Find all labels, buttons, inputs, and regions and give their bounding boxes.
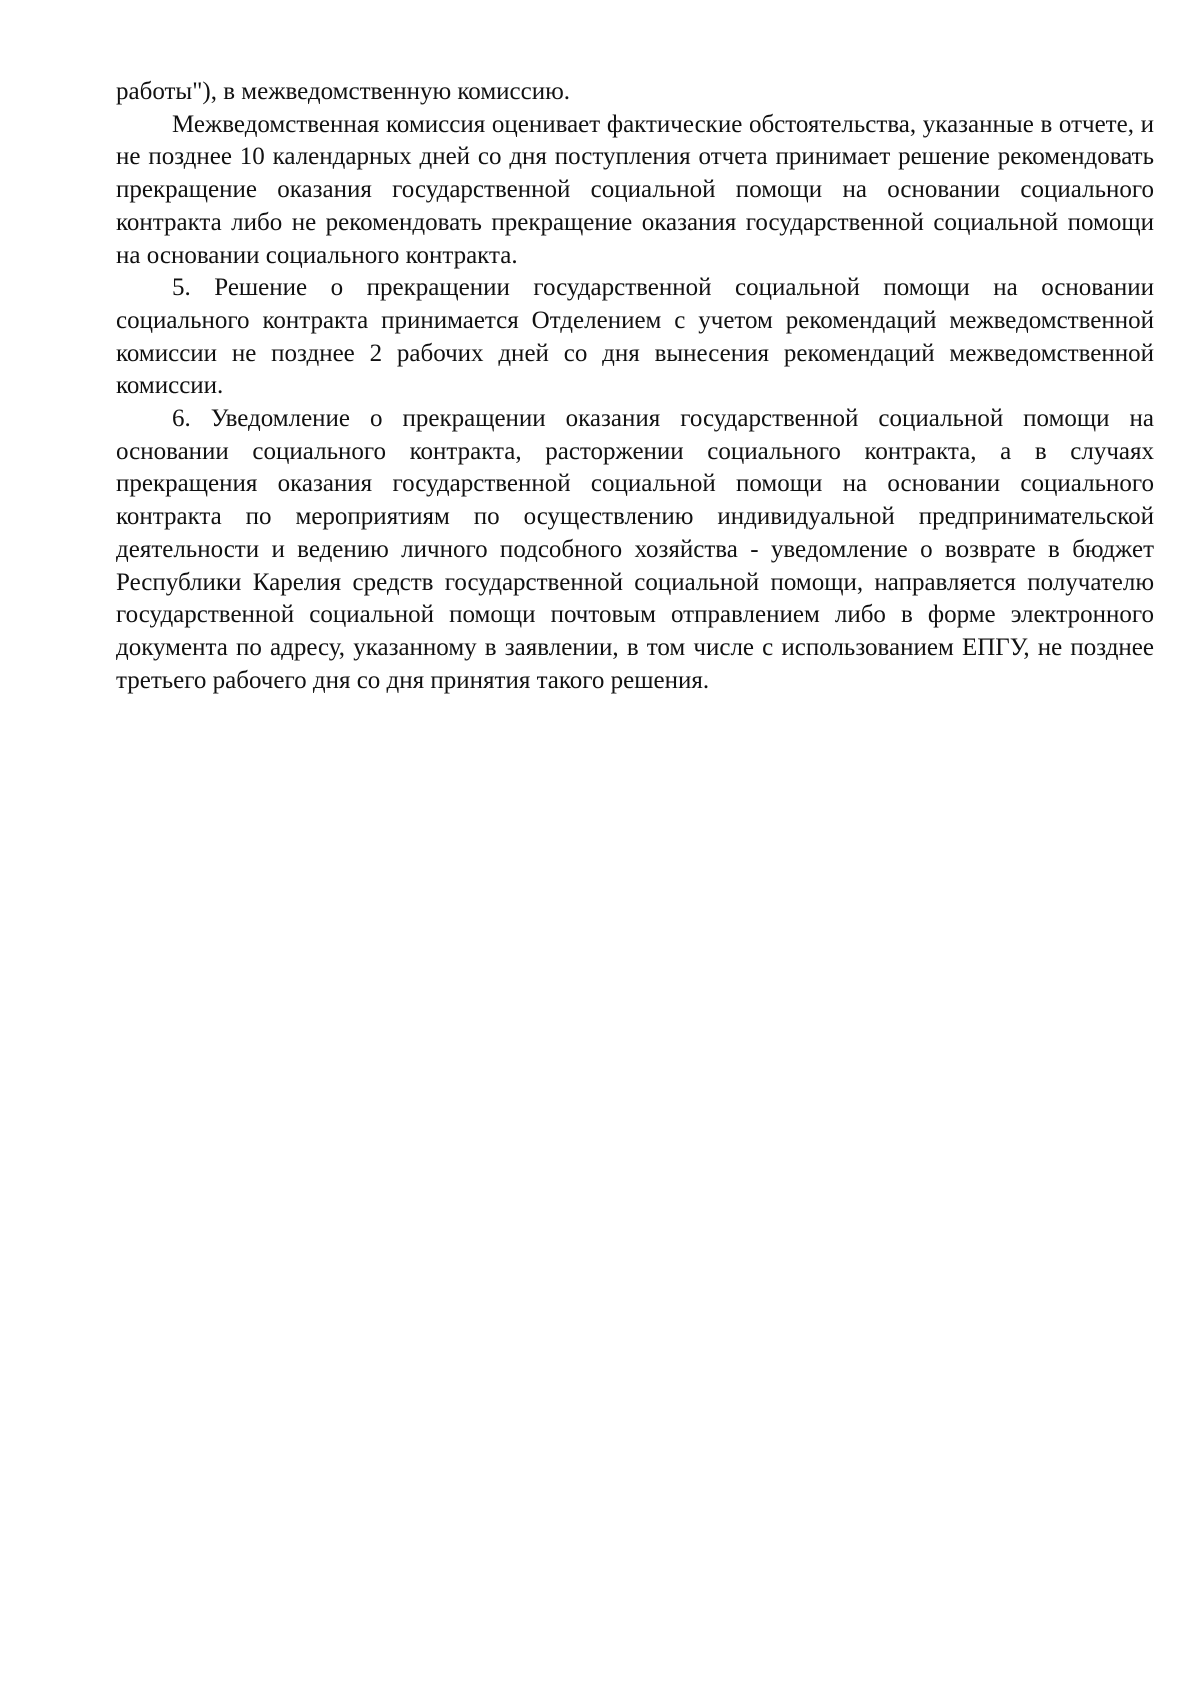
paragraph-item-5: 5. Решение о прекращении государственной социальной помощи на основании социального контракта принимается Отделением с учетом рекомендаций межведомственной комиссии не позднее 2 рабочих дней со дня вынесения рекомендаций межведомственной комиссии. [116, 274, 1154, 400]
paragraph-item-6: 6. Уведомление о прекращении оказания государственной социальной помощи на основании социального контракта, расторжении социального контракта, а в случаях прекращения оказания государственной социальной помощи на основании социального контракта по мероприятиям по осуществлению индивидуальной предпринимательской деятельности и ведению личного подсобного хозяйства - уведомление о возврате в бюджет Республики Карелия средств государственной социальной помощи, направляется получателю государственной социальной помощи почтовым отправлением либо в форме электронного документа по адресу, указанному в заявлении, в том числе с использованием ЕПГУ, не позднее третьего рабочего дня со дня принятия такого решения. [116, 405, 1154, 694]
paragraph-continuation: работы"), в межведомственную комиссию. [116, 78, 571, 105]
document-body [116, 76, 1154, 697]
paragraph-commission-assessment: Межведомственная комиссия оценивает фактические обстоятельства, указанные в отчете, и не позднее 10 календарных дней со дня поступления отчета принимает решение рекомендовать прекращение оказания государственной социальной помощи на основании социального контракта либо не рекомендовать прекращение оказания государственной социальной помощи на основании социального контракта. [116, 110, 1154, 269]
